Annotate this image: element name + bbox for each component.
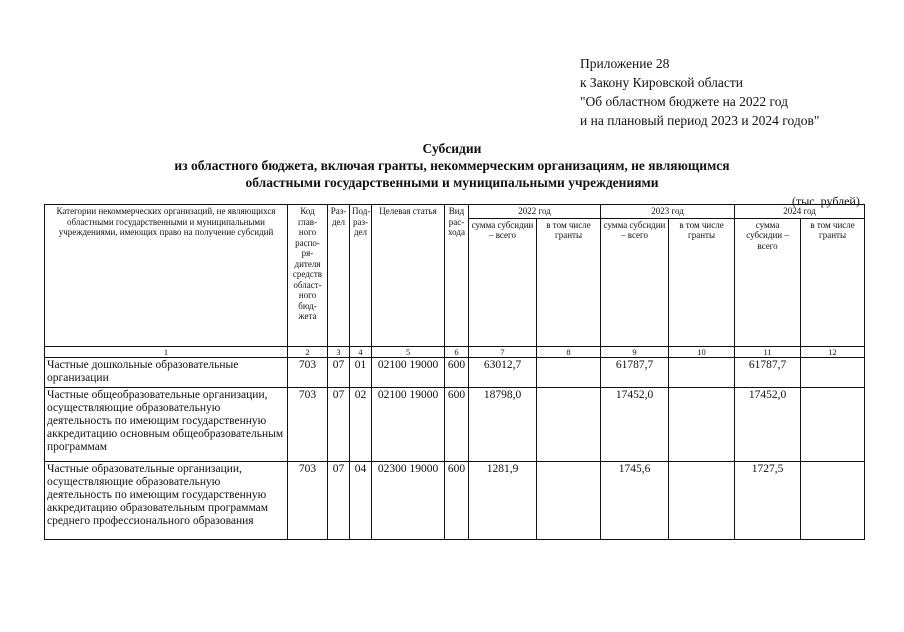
row-2024-total: 17452,0 xyxy=(735,387,801,461)
row-2023-total: 17452,0 xyxy=(601,387,669,461)
title-line-2: из областного бюджета, включая гранты, некоммерческим организациям, не являющимся xyxy=(174,158,730,173)
col-number: 7 xyxy=(469,346,537,357)
row-2024-grants xyxy=(801,357,865,387)
row-section: 07 xyxy=(328,461,350,539)
row-2022-grants xyxy=(537,387,601,461)
appendix-line-2: к Закону Кировской области xyxy=(580,75,744,90)
row-2022-total: 63012,7 xyxy=(469,357,537,387)
row-2024-total: 1727,5 xyxy=(735,461,801,539)
col-number: 1 xyxy=(45,346,288,357)
units-label: (тыс. рублей) xyxy=(792,194,860,208)
header-subsection: Под-раз-дел xyxy=(350,205,372,347)
row-code: 703 xyxy=(288,387,328,461)
col-number: 3 xyxy=(328,346,350,357)
header-2023-total: сумма субсидии – всего xyxy=(601,218,669,346)
row-2023-grants xyxy=(669,357,735,387)
row-2023-total: 61787,7 xyxy=(601,357,669,387)
col-number: 4 xyxy=(350,346,372,357)
document-title xyxy=(0,140,904,191)
row-section: 07 xyxy=(328,387,350,461)
row-2024-grants xyxy=(801,387,865,461)
row-2023-total: 1745,6 xyxy=(601,461,669,539)
row-2022-grants xyxy=(537,357,601,387)
row-2022-total: 18798,0 xyxy=(469,387,537,461)
col-number: 8 xyxy=(537,346,601,357)
row-code: 703 xyxy=(288,461,328,539)
appendix-line-1: Приложение 28 xyxy=(580,56,670,71)
appendix-line-3: "Об областном бюджете на 2022 год xyxy=(580,94,788,109)
header-2024-total: сумма субсидии – всего xyxy=(735,218,801,346)
col-number: 2 xyxy=(288,346,328,357)
header-2022-total: сумма субсидии – всего xyxy=(469,218,537,346)
row-2023-grants xyxy=(669,387,735,461)
header-row-1 xyxy=(45,205,865,219)
row-subsection: 01 xyxy=(350,357,372,387)
row-2022-total: 1281,9 xyxy=(469,461,537,539)
row-expense-type: 600 xyxy=(445,461,469,539)
header-year-2024: 2024 год xyxy=(735,205,865,219)
header-2023-grants: в том числе гранты xyxy=(669,218,735,346)
row-expense-type: 600 xyxy=(445,387,469,461)
row-expense-type: 600 xyxy=(445,357,469,387)
row-2023-grants xyxy=(669,461,735,539)
header-target: Целевая статья xyxy=(372,205,445,347)
header-category: Категории некоммерческих организаций, не являющихся областными государственными и муниципальными учреждениями, имеющих право на получение субсидий xyxy=(45,205,288,347)
header-year-2023: 2023 год xyxy=(601,205,735,219)
title-line-3: областными государственными и муниципальными учреждениями xyxy=(245,175,659,190)
row-2022-grants xyxy=(537,461,601,539)
header-code: Код глав-ного распо-ря-дителя средств област-ного бюд-жета xyxy=(288,205,328,347)
header-year-2022: 2022 год xyxy=(469,205,601,219)
appendix-block xyxy=(580,54,819,130)
row-category: Частные общеобразовательные организации, осуществляющие образовательную деятельность по имеющим государственную аккредитацию основным общеобразовательным программам xyxy=(45,387,288,461)
col-number: 12 xyxy=(801,346,865,357)
col-number: 9 xyxy=(601,346,669,357)
table-row xyxy=(45,461,865,539)
row-category: Частные дошкольные образовательные организации xyxy=(45,357,288,387)
column-number-row xyxy=(45,346,865,357)
table-row xyxy=(45,387,865,461)
col-number: 6 xyxy=(445,346,469,357)
header-2022-grants: в том числе гранты xyxy=(537,218,601,346)
row-target: 02300 19000 xyxy=(372,461,445,539)
row-code: 703 xyxy=(288,357,328,387)
header-section: Раз-дел xyxy=(328,205,350,347)
appendix-line-4: и на плановый период 2023 и 2024 годов" xyxy=(580,113,820,128)
col-number: 5 xyxy=(372,346,445,357)
header-2024-grants: в том числе гранты xyxy=(801,218,865,346)
row-target: 02100 19000 xyxy=(372,387,445,461)
header-expense-type: Вид рас-хода xyxy=(445,205,469,347)
row-2024-grants xyxy=(801,461,865,539)
row-subsection: 02 xyxy=(350,387,372,461)
col-number: 10 xyxy=(669,346,735,357)
row-target: 02100 19000 xyxy=(372,357,445,387)
row-section: 07 xyxy=(328,357,350,387)
title-line-1: Субсидии xyxy=(422,141,482,156)
row-category: Частные образовательные организации, осуществляющие образовательную деятельность по имеющим государственную аккредитацию образовательным программам среднего профессионального образования xyxy=(45,461,288,539)
row-subsection: 04 xyxy=(350,461,372,539)
subsidies-table xyxy=(44,204,865,540)
col-number: 11 xyxy=(735,346,801,357)
table-row xyxy=(45,357,865,387)
row-2024-total: 61787,7 xyxy=(735,357,801,387)
